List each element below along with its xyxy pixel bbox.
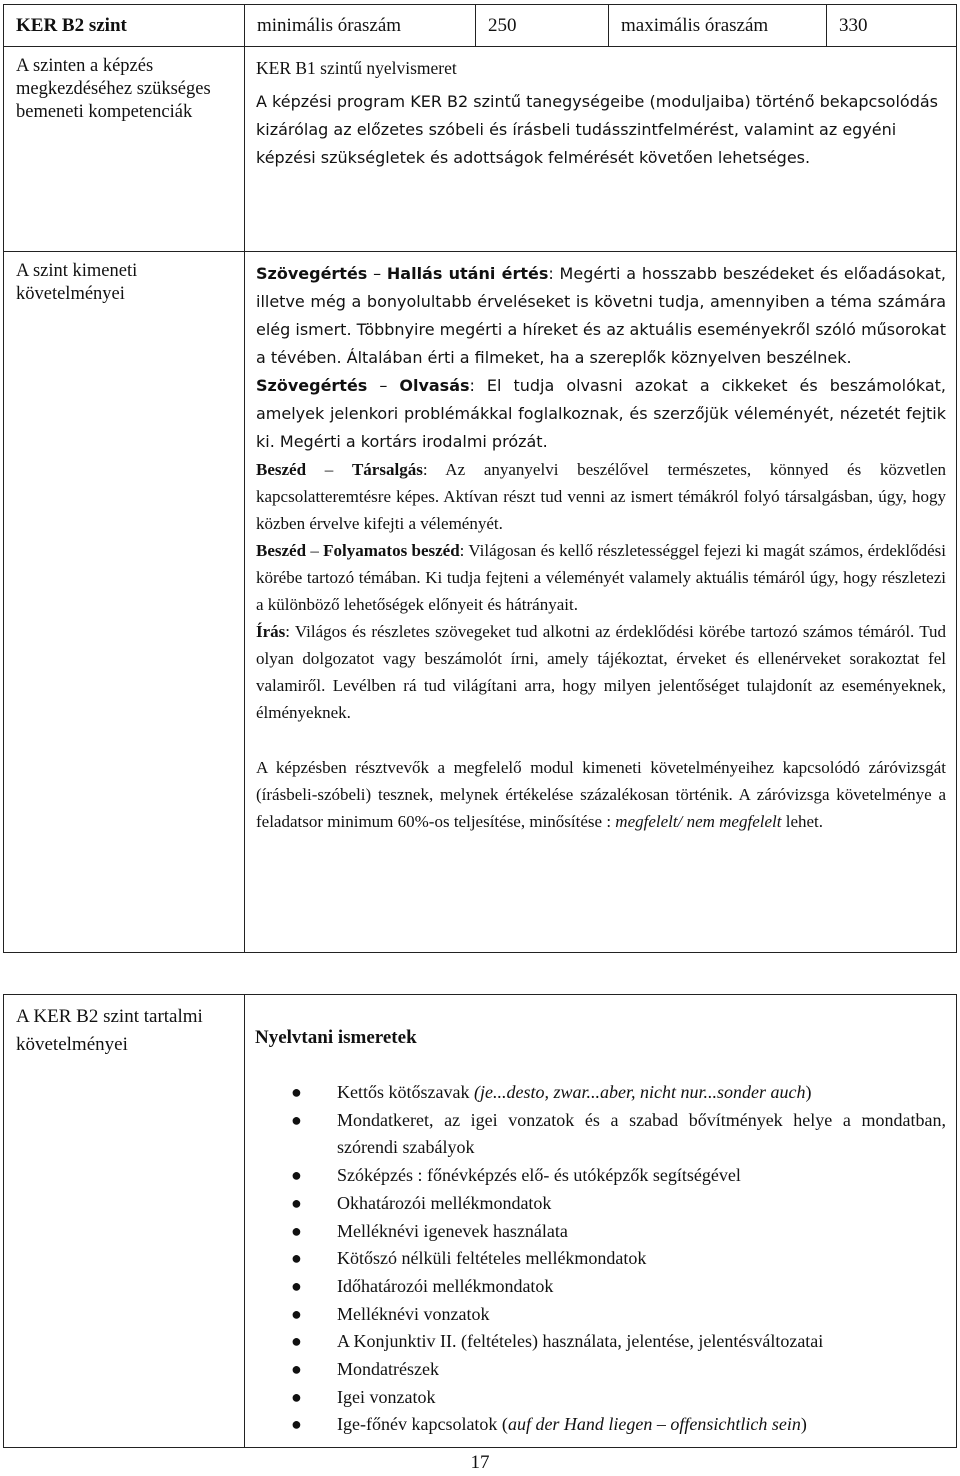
outcome-dash: – (306, 460, 352, 479)
item-text: A Konjunktiv II. (feltételes) használata, jelentése, jelentésváltozatai (337, 1331, 824, 1352)
content-body (245, 995, 957, 1448)
level-table (3, 4, 957, 953)
entry-label: A szinten a képzés megkezdéséhez szükséges bemeneti kompetenciák (4, 47, 245, 252)
list-item (255, 1356, 946, 1384)
item-end: ) (800, 1414, 807, 1435)
list-item (255, 1218, 946, 1246)
list-item (255, 1245, 946, 1273)
max-hours-label: maximális óraszám (609, 5, 827, 47)
outcome-category: Szövegértés (256, 376, 368, 395)
list-item (255, 1328, 946, 1356)
item-text: Időhatározói mellékmondatok (337, 1275, 554, 1296)
level-name: KER B2 szint (4, 5, 245, 47)
list-item (255, 1411, 946, 1439)
outcome-subcategory: Társalgás (351, 460, 423, 479)
item-text: Kötőszó nélküli feltételes mellékmondatok (337, 1248, 647, 1269)
outcomes-label: A szint kimeneti követelményei (4, 252, 245, 953)
item-text: Kettős kötőszavak (337, 1082, 474, 1102)
grammar-list (255, 1079, 946, 1439)
outcome-category: Írás (256, 622, 286, 641)
outcome-text: : El tudja olvasni azokat a cikkeket és beszámolókat, amelyek jelenkori problémákkal foglalkoznak, és szerzőjük véleményét, nézetét fejtik ki. Megérti a kortárs irodalmi prózát. (256, 376, 947, 451)
item-text: Ige-főnév kapcsolatok ( (337, 1414, 508, 1435)
page-number: 17 (470, 1452, 490, 1473)
outcomes-text-serif (256, 456, 946, 835)
outcome-subcategory: Hallás utáni értés (386, 264, 549, 283)
list-item (255, 1301, 946, 1329)
outcome-category: Szövegértés (256, 264, 368, 283)
outcome-conversation (256, 456, 946, 537)
list-item (255, 1190, 946, 1218)
item-italic: (je...desto, zwar...aber, nicht nur...sonder auch (473, 1082, 806, 1102)
item-text: Melléknévi igenevek használata (337, 1220, 568, 1241)
outcome-category: Beszéd (256, 541, 307, 560)
outcome-text: : Világosan és kellő részletességgel fejezi ki magát számos, érdeklődési körébe tartozó témában. Ki tudja fejteni a véleményét valamely aktuális témáról úgy, hogy részletezi a különböző lehetőségek előnyeit és hátrányait. (256, 541, 946, 614)
list-item (255, 1162, 946, 1190)
exam-result: megfelelt/ nem megfelelt (615, 812, 782, 831)
exam-text: A képzésben résztvevők a megfelelő modul kimeneti követelményeihez kapcsolódó záróvizsgát (írásbeli-szóbeli) tesznek, melynek értékelése százalékosan történik. A záróvizsga követelménye a feladatsor minimum 60%-os teljesítése, minősítése : (256, 758, 946, 831)
content-table (3, 994, 957, 1448)
outcome-text: : Az anyanyelvi beszélővel természetes, könnyed és közvetlen kapcsolatteremtésre képes. Aktívan részt tud venni az ismert témákról folyó társalgásban, úgy, hogy közben érvelve kifejti a véleményét. (256, 460, 947, 533)
outcome-category: Beszéd (256, 460, 307, 479)
exam-end: lehet. (781, 812, 824, 831)
item-text: Okhatározói mellékmondatok (337, 1192, 552, 1213)
bullet-icon: ● (291, 1082, 302, 1102)
item-end: ) (805, 1082, 812, 1102)
outcome-writing (256, 618, 946, 726)
outcome-subcategory: Folyamatos beszéd (323, 541, 460, 560)
list-item (255, 1273, 946, 1301)
entry-prerequisite: KER B1 szintű nyelvismeret (256, 58, 457, 78)
item-text: Mondatrészek (337, 1359, 439, 1380)
list-item (255, 1384, 946, 1412)
bullet-icon: ● (291, 1192, 302, 1213)
max-hours-value: 330 (827, 5, 957, 47)
bullet-icon: ● (291, 1165, 302, 1186)
outcome-text: : Világos és részletes szövegeket tud alkotni az érdeklődési körébe tartozó számos témáról. Tud olyan dolgozatot vagy beszámolót írni, amely tájékoztat, érveket és ellenérveket sorakoztat fel valamiről. Levélben rá tud világítani arra, hogy milyen jelentőséget tulajdonít az eseményeknek, élményeknek. (256, 622, 946, 722)
item-text: Szóképzés : főnévképzés elő- és utóképzők segítségével (337, 1165, 741, 1186)
min-hours-label: minimális óraszám (245, 5, 476, 47)
bullet-icon: ● (291, 1303, 302, 1324)
header-row (4, 5, 957, 47)
item-italic: auf der Hand liegen – offensichtlich sein (507, 1414, 801, 1435)
outcomes-text (256, 260, 946, 456)
outcome-dash: – (367, 376, 400, 395)
bullet-icon: ● (291, 1414, 302, 1435)
min-hours-value: 250 (476, 5, 609, 47)
outcome-dash: – (367, 264, 387, 283)
outcome-listening (256, 260, 946, 372)
content-label: A KER B2 szint tartalmi követelményei (4, 995, 245, 1448)
list-item (255, 1079, 946, 1107)
list-item (255, 1107, 946, 1162)
item-text: Mondatkeret, az igei vonzatok és a szabad bővítmények helye a mondatban, szórendi szabályok (337, 1109, 946, 1158)
entry-content (245, 47, 957, 252)
bullet-icon: ● (291, 1359, 302, 1380)
bullet-icon: ● (291, 1386, 302, 1407)
outcome-text: : Megérti a hosszabb beszédeket és előadásokat, illetve még a bonyolultabb érveléseket is követni tudja, amennyiben a téma számára elég ismert. Többnyire megérti a híreket és az aktuális eseményekről szóló műsorokat a tévében. Általában érti a filmeket, ha a szereplők köznyelven beszélnek. (256, 264, 946, 367)
item-text: Melléknévi vonzatok (337, 1303, 490, 1324)
outcome-speech (256, 537, 946, 618)
grammar-heading: Nyelvtani ismeretek (255, 1027, 417, 1048)
entry-row (4, 47, 957, 252)
outcomes-content (245, 252, 957, 953)
spacer (256, 726, 946, 754)
bullet-icon: ● (291, 1220, 302, 1241)
bullet-icon: ● (291, 1109, 302, 1130)
item-text: Igei vonzatok (337, 1386, 436, 1407)
content-row (4, 995, 957, 1448)
bullet-icon: ● (291, 1275, 302, 1296)
outcomes-row (4, 252, 957, 953)
outcome-subcategory: Olvasás (399, 376, 470, 395)
entry-text: A képzési program KER B2 szintű tanegységeibe (moduljaiba) történő bekapcsolódás kizárólag az előzetes szóbeli és írásbeli tudásszintfelmérést, valamint az egyéni képzési szükségletek és adottságok felmérését követően lehetséges. (256, 92, 938, 167)
outcome-dash: – (306, 541, 324, 560)
exam-paragraph (256, 754, 946, 835)
outcome-reading (256, 372, 946, 456)
bullet-icon: ● (291, 1248, 302, 1269)
bullet-icon: ● (291, 1331, 302, 1352)
